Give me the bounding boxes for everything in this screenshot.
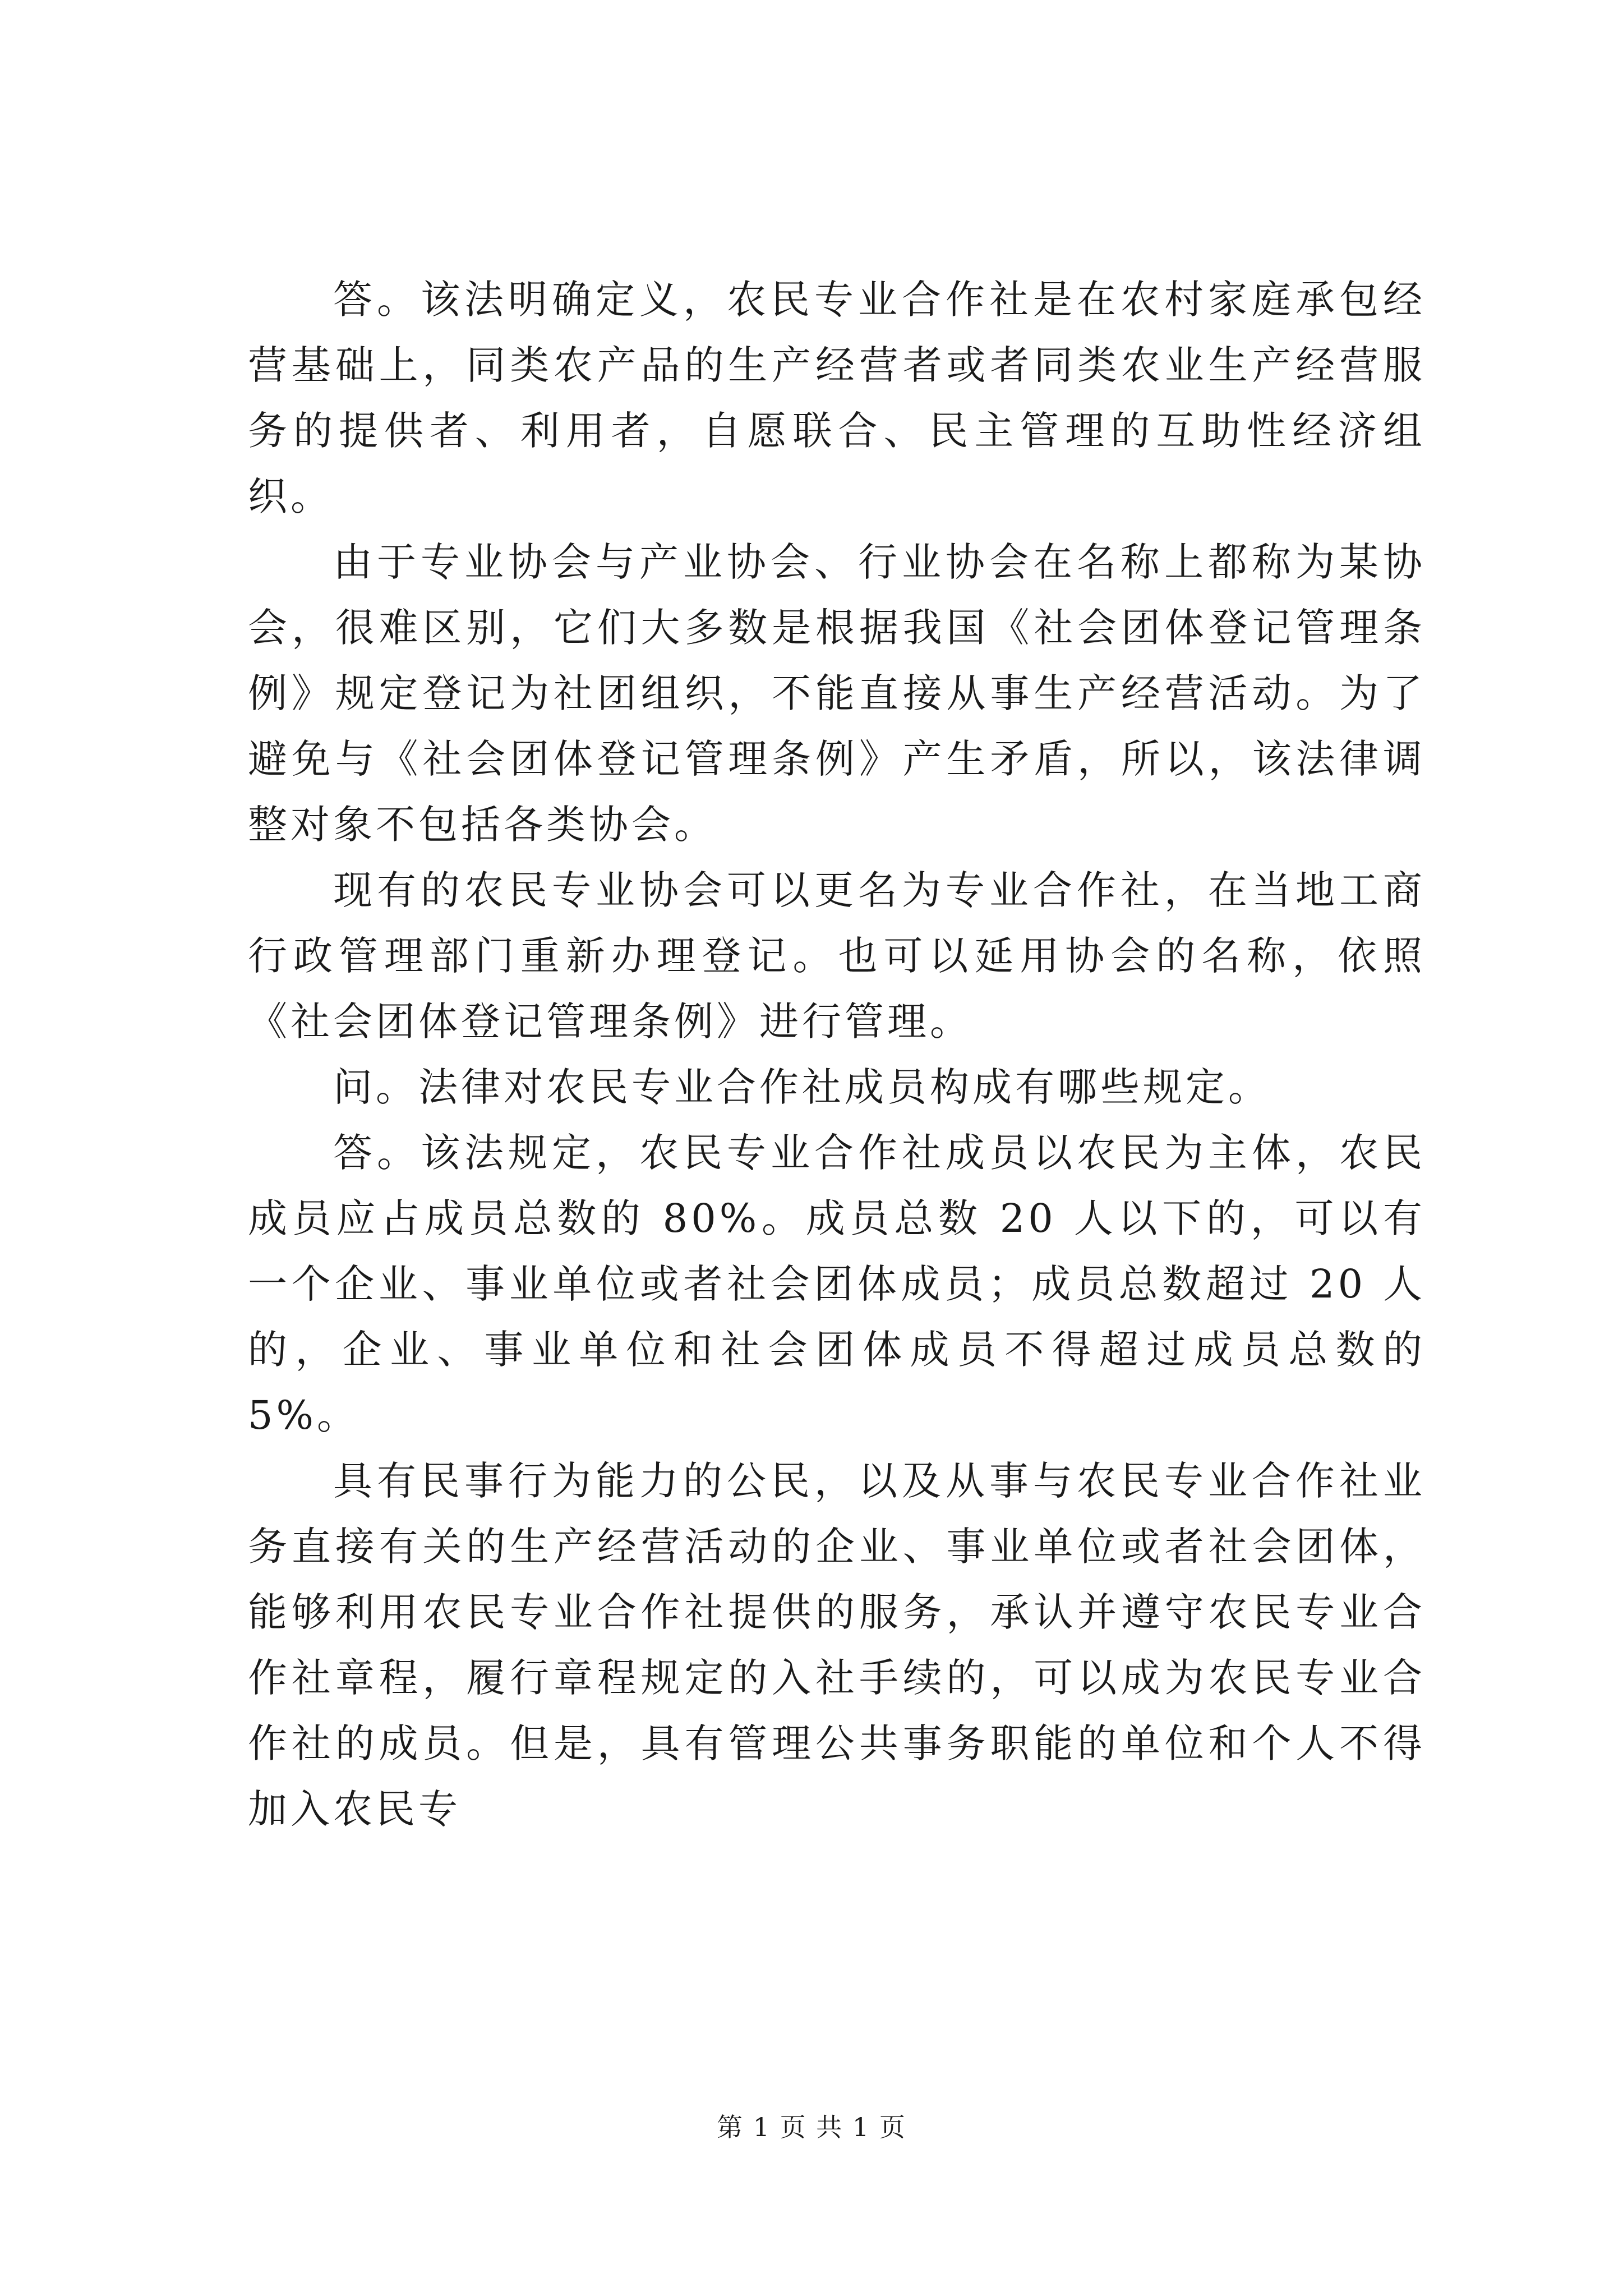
document-body [248, 267, 1426, 1842]
paragraph-question-membership: 问。法律对农民专业合作社成员构成有哪些规定。 [333, 1064, 1271, 1110]
page-number-footer: 第 1 页 共 1 页 [717, 2112, 906, 2142]
paragraph-eligibility: 具有民事行为能力的公民，以及从事与农民专业合作社业务直接有关的生产经营活动的企业、事业单位或者社会团体，能够利用农民专业合作社提供的服务，承认并遵守农民专业合作社章程，履行章程规定的入社手续的，可以成为农民专业合作社的成员。但是，具有管理公共事务职能的单位和个人不得加入农民专 [248, 1458, 1426, 1832]
paragraph-associations: 由于专业协会与产业协会、行业协会在名称上都称为某协会，很难区别，它们大多数是根据我国《社会团体登记管理条例》规定登记为社团组织，不能直接从事生产经营活动。为了避免与《社会团体登记管理条例》产生矛盾，所以，该法律调整对象不包括各类协会。 [248, 539, 1426, 848]
paragraph-rename-association: 现有的农民专业协会可以更名为专业合作社，在当地工商行政管理部门重新办理登记。也可以延用协会的名称，依照《社会团体登记管理条例》进行管理。 [248, 867, 1426, 1045]
paragraph-answer-definition: 答。该法明确定义，农民专业合作社是在农村家庭承包经营基础上，同类农产品的生产经营者或者同类农业生产经营服务的提供者、利用者，自愿联合、民主管理的互助性经济组织。 [248, 277, 1426, 519]
paragraph-answer-membership: 答。该法规定，农民专业合作社成员以农民为主体，农民成员应占成员总数的 80%。成员总数 20 人以下的，可以有一个企业、事业单位或者社会团体成员；成员总数超过 20 人的，企业、事业单位和社会团体成员不得超过成员总数的 5%。 [248, 1130, 1426, 1438]
